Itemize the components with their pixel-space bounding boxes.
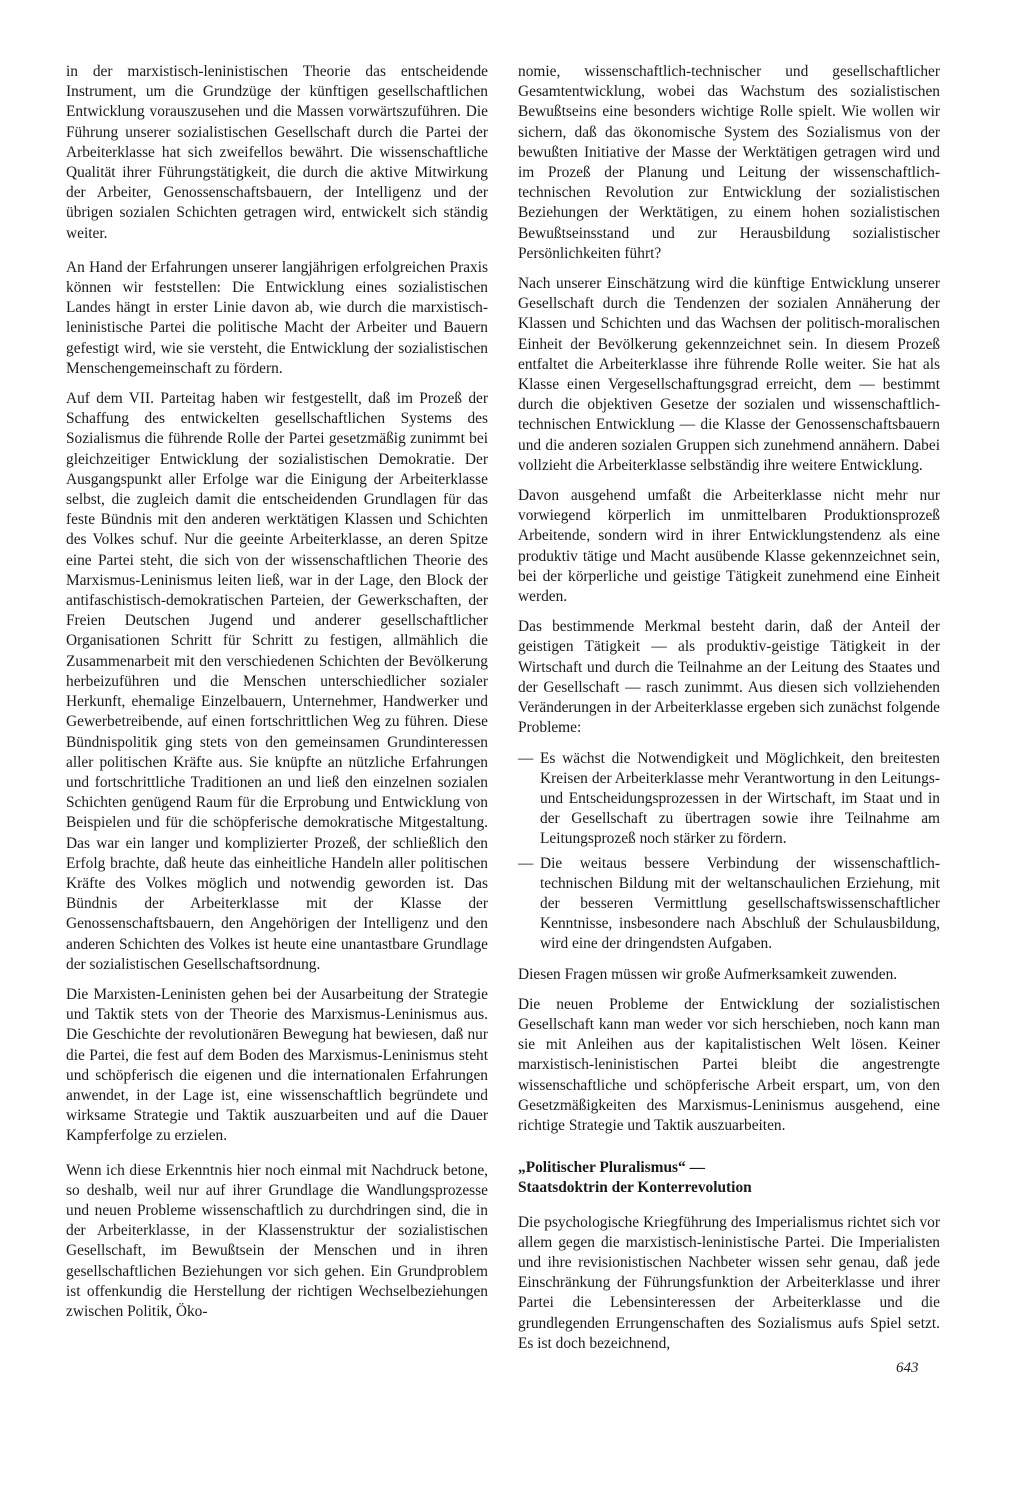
body-paragraph: Davon ausgehend umfaßt die Arbeiterklasse nicht mehr nur vorwiegend körperlich im unmittelbaren Produktionsprozeß Arbeitende, sondern wird in ihrer Entwicklungstendenz als eine produktiv tätige und Macht ausübende Klasse gekennzeichnet sein, bei der körperliche und geistige Tätigkeit zunehmend eine Einheit werden.: [518, 487, 940, 606]
body-paragraph: in der marxistisch-leninistischen Theorie das entscheidende Instrument, um die Grundzüge der künftigen gesellschaftlichen Entwicklung vorauszusehen und die Massen vorwärtszuführen. Die Führung unserer sozialistischen Gesellschaft durch die Partei der Arbeiterklasse hat sich zweifellos bewährt. Die wissenschaftliche Qualität ihrer Führungstätigkeit, die durch die aktive Mitwirkung der Arbeiter, Genossenschaftsbauern, der Intelligenz und der übrigen sozialen Schichten getragen wird, entwickelt sich ständig weiter.: [66, 63, 488, 242]
list-item: [518, 749, 940, 850]
list-item-text: Die weitaus bessere Verbindung der wissenschaftlich-technischen Bildung mit der weltanschaulichen Erziehung, mit der besseren Vermittlung gesellschaftswissenschaftlicher Kenntnisse, insbesondere nach Abschluß der Schulausbildung, wird eine der dringendsten Aufgaben.: [540, 854, 940, 953]
dash-bullet: —: [518, 749, 534, 767]
body-paragraph: Die neuen Probleme der Entwicklung der sozialistischen Gesellschaft kann man weder vor sich herschieben, noch kann man sie mit Anleihen aus der kapitalistischen Welt lösen. Keiner marxistisch-leninistischen Partei bleibt die angestrengte wissenschaftliche und schöpferische Arbeit erspart, um, von den Gesetzmäßigkeiten des Marxismus-Leninismus ausgehend, eine richtige Strategie und Taktik auszuarbeiten.: [518, 995, 940, 1134]
body-paragraph: Diesen Fragen müssen wir große Aufmerksamkeit zuwenden.: [518, 965, 898, 983]
body-paragraph: Wenn ich diese Erkenntnis hier noch einmal mit Nachdruck betone, so deshalb, weil nur auf ihrer Grundlage die Wandlungsprozesse und neuen Probleme wissenschaftlich zu durchdringen sind, die in der Arbeiterklasse, in der Klassenstruktur der sozialistischen Gesellschaft, im Bewußtsein der Menschen und in ihren gesellschaftlichen Beziehungen vor sich gehen. Ein Grundproblem ist offenkundig die Herstellung der richtigen Wechselbeziehungen zwischen Politik, Öko-: [66, 1161, 488, 1320]
left-column: [66, 62, 488, 1332]
list-item-text: Es wächst die Notwendigkeit und Möglichkeit, den breitesten Kreisen der Arbeiterklasse mehr Verantwortung in den Leitungs- und Entscheidungsprozessen in der Wirtschaft, im Staat und in der Gesellschaft zu übertragen sowie ihre Teilnahme am Leitungsprozeß noch stärker zu fördern.: [540, 749, 940, 848]
page-number: 643: [896, 1360, 919, 1376]
body-paragraph: Die psychologische Kriegführung des Imperialismus richtet sich vor allem gegen die marxistisch-leninistische Partei. Die Imperialisten und ihre revisionistischen Nachbeter wissen sehr genau, daß jede Einschränkung der Führungsfunktion der Arbeiterklasse und ihrer Partei die Lebensinteressen der Arbeiterklasse und die grundlegenden Errungenschaften des Sozialismus aufs Spiel setzt. Es ist doch bezeichnend,: [518, 1213, 940, 1352]
body-paragraph: Die Marxisten-Leninisten gehen bei der Ausarbeitung der Strategie und Taktik stets von der Theorie des Marxismus-Leninismus aus. Die Geschichte der revolutionären Bewegung hat bewiesen, daß nur die Partei, die fest auf dem Boden des Marxismus-Leninismus steht und schöpferisch die eigenen und die internationalen Erfahrungen anwendet, in der Lage ist, eine wissenschaftlich begründete und wirksame Strategie und Taktik auszuarbeiten und auf die Dauer Kampferfolge zu erzielen.: [66, 985, 488, 1145]
dash-list: [518, 749, 940, 955]
body-paragraph: nomie, wissenschaftlich-technischer und gesellschaftlicher Gesamtentwicklung, wobei das Wachstum des sozialistischen Bewußtseins eine besonders wichtige Rolle spielt. Wie wollen wir sichern, daß das ökonomische System des Sozialismus von der bewußten Initiative der Masse der Werktätigen getragen wird und im Prozeß der Planung und Leitung der wissenschaftlich-technischen Revolution zur Entwicklung der sozialistischen Beziehungen der Werktätigen, zu einem hohen sozialistischen Bewußtseinsstand und zur Herausbildung sozialistischer Persönlichkeiten führt?: [518, 63, 940, 262]
body-paragraph: Auf dem VII. Parteitag haben wir festgestellt, daß im Prozeß der Schaffung des entwickelten gesellschaftlichen Systems des Sozialismus die führende Rolle der Partei gesetzmäßig zunimmt bei gleichzeitiger Entwicklung der sozialistischen Demokratie. Der Ausgangspunkt aller Erfolge war die Einigung der Arbeiterklasse selbst, die zugleich damit die entscheidenden Grundlagen für das feste Bündnis mit den anderen werktätigen Klassen und Schichten des Volkes schuf. Nur die geeinte Arbeiterklasse, an deren Spitze eine Partei steht, die sich von der wissenschaftlichen Theorie des Marxismus-Leninismus leiten ließ, war in der Lage, den Block der antifaschistisch-demokratischen Parteien, der Gewerkschaften, der Freien Deutschen Jugend und anderer gesellschaftlicher Organisationen Schritt für Schritt zu festigen, allmählich die Zusammenarbeit mit den verschiedenen Schichten der Bevölkerung herbeizuführen und die Menschen unterschiedlicher sozialer Herkunft, ehemalige Einzelbauern, Unternehmer, Handwerker und Gewerbetreibende, auf einen fortschrittlichen Weg zu führen. Diese Bündnispolitik ging stets von den gemeinsamen Grundinteressen aller politischen Kräfte aus. Sie knüpfte an nützliche Erfahrungen und fortschrittliche Traditionen an und ließ den einzelnen sozialen Schichten genügend Raum für die Erprobung und Entwicklung von Beispielen und für die schöpferische demokratische Mitgestaltung. Das war ein langer und komplizierter Prozeß, der schließlich den Erfolg brachte, daß heute das einheitliche Handeln aller politischen Kräfte des Volkes möglich und notwendig geworden ist. Das Bündnis der Arbeiterklasse mit der Klasse der Genossenschaftsbauern, den Angehörigen der Intelligenz und den anderen Schichten des Volkes ist heute eine unantastbare Grundlage der sozialistischen Gesellschaftsordnung.: [66, 390, 488, 973]
body-paragraph: Nach unserer Einschätzung wird die künftige Entwicklung unserer Gesellschaft durch die Tendenzen der sozialen Annäherung der Klassen und Schichten und das Wachsen der politisch-moralischen Einheit der Bevölkerung gekennzeichnet sein. In diesem Prozeß entfaltet die Arbeiterklasse ihre führende Rolle weiter. Sie hat als Klasse einen Vergesellschaftungsgrad erreicht, dem — bestimmt durch die objektiven Gesetze der sozialen und wissenschaftlich-technischen Entwicklung — die Klasse der Genossenschaftsbauern und die anderen sozialen Gruppen sich zunehmend annähern. Dabei vollzieht die Arbeiterklasse selbständig ihre weitere Entwicklung.: [518, 275, 940, 474]
dash-bullet: —: [518, 854, 534, 872]
section-heading-line-1: „Politischer Pluralismus“ —: [518, 1159, 705, 1177]
right-column: [518, 62, 940, 1364]
list-item: [518, 854, 940, 955]
section-heading-line-2: Staatsdoktrin der Konterrevolution: [518, 1179, 752, 1197]
body-paragraph: An Hand der Erfahrungen unserer langjährigen erfolgreichen Praxis können wir feststellen: Die Entwicklung eines sozialistischen Landes hängt in erster Linie davon ab, wie durch die marxistisch-leninistische Partei die politische Macht der Arbeiter und Bauern gefestigt wird, wie sie versteht, die Entwicklung der sozialistischen Menschengemeinschaft zu fördern.: [66, 258, 488, 377]
body-paragraph: Das bestimmende Merkmal besteht darin, daß der Anteil der geistigen Tätigkeit — als produktiv-geistige Tätigkeit in der Wirtschaft und durch die Teilnahme an der Leitung des Staates und der Gesellschaft — rasch zunimmt. Aus diesen sich vollziehenden Veränderungen in der Arbeiterklasse ergeben sich zunächst folgende Probleme:: [518, 618, 940, 737]
section-heading: [518, 1158, 940, 1198]
